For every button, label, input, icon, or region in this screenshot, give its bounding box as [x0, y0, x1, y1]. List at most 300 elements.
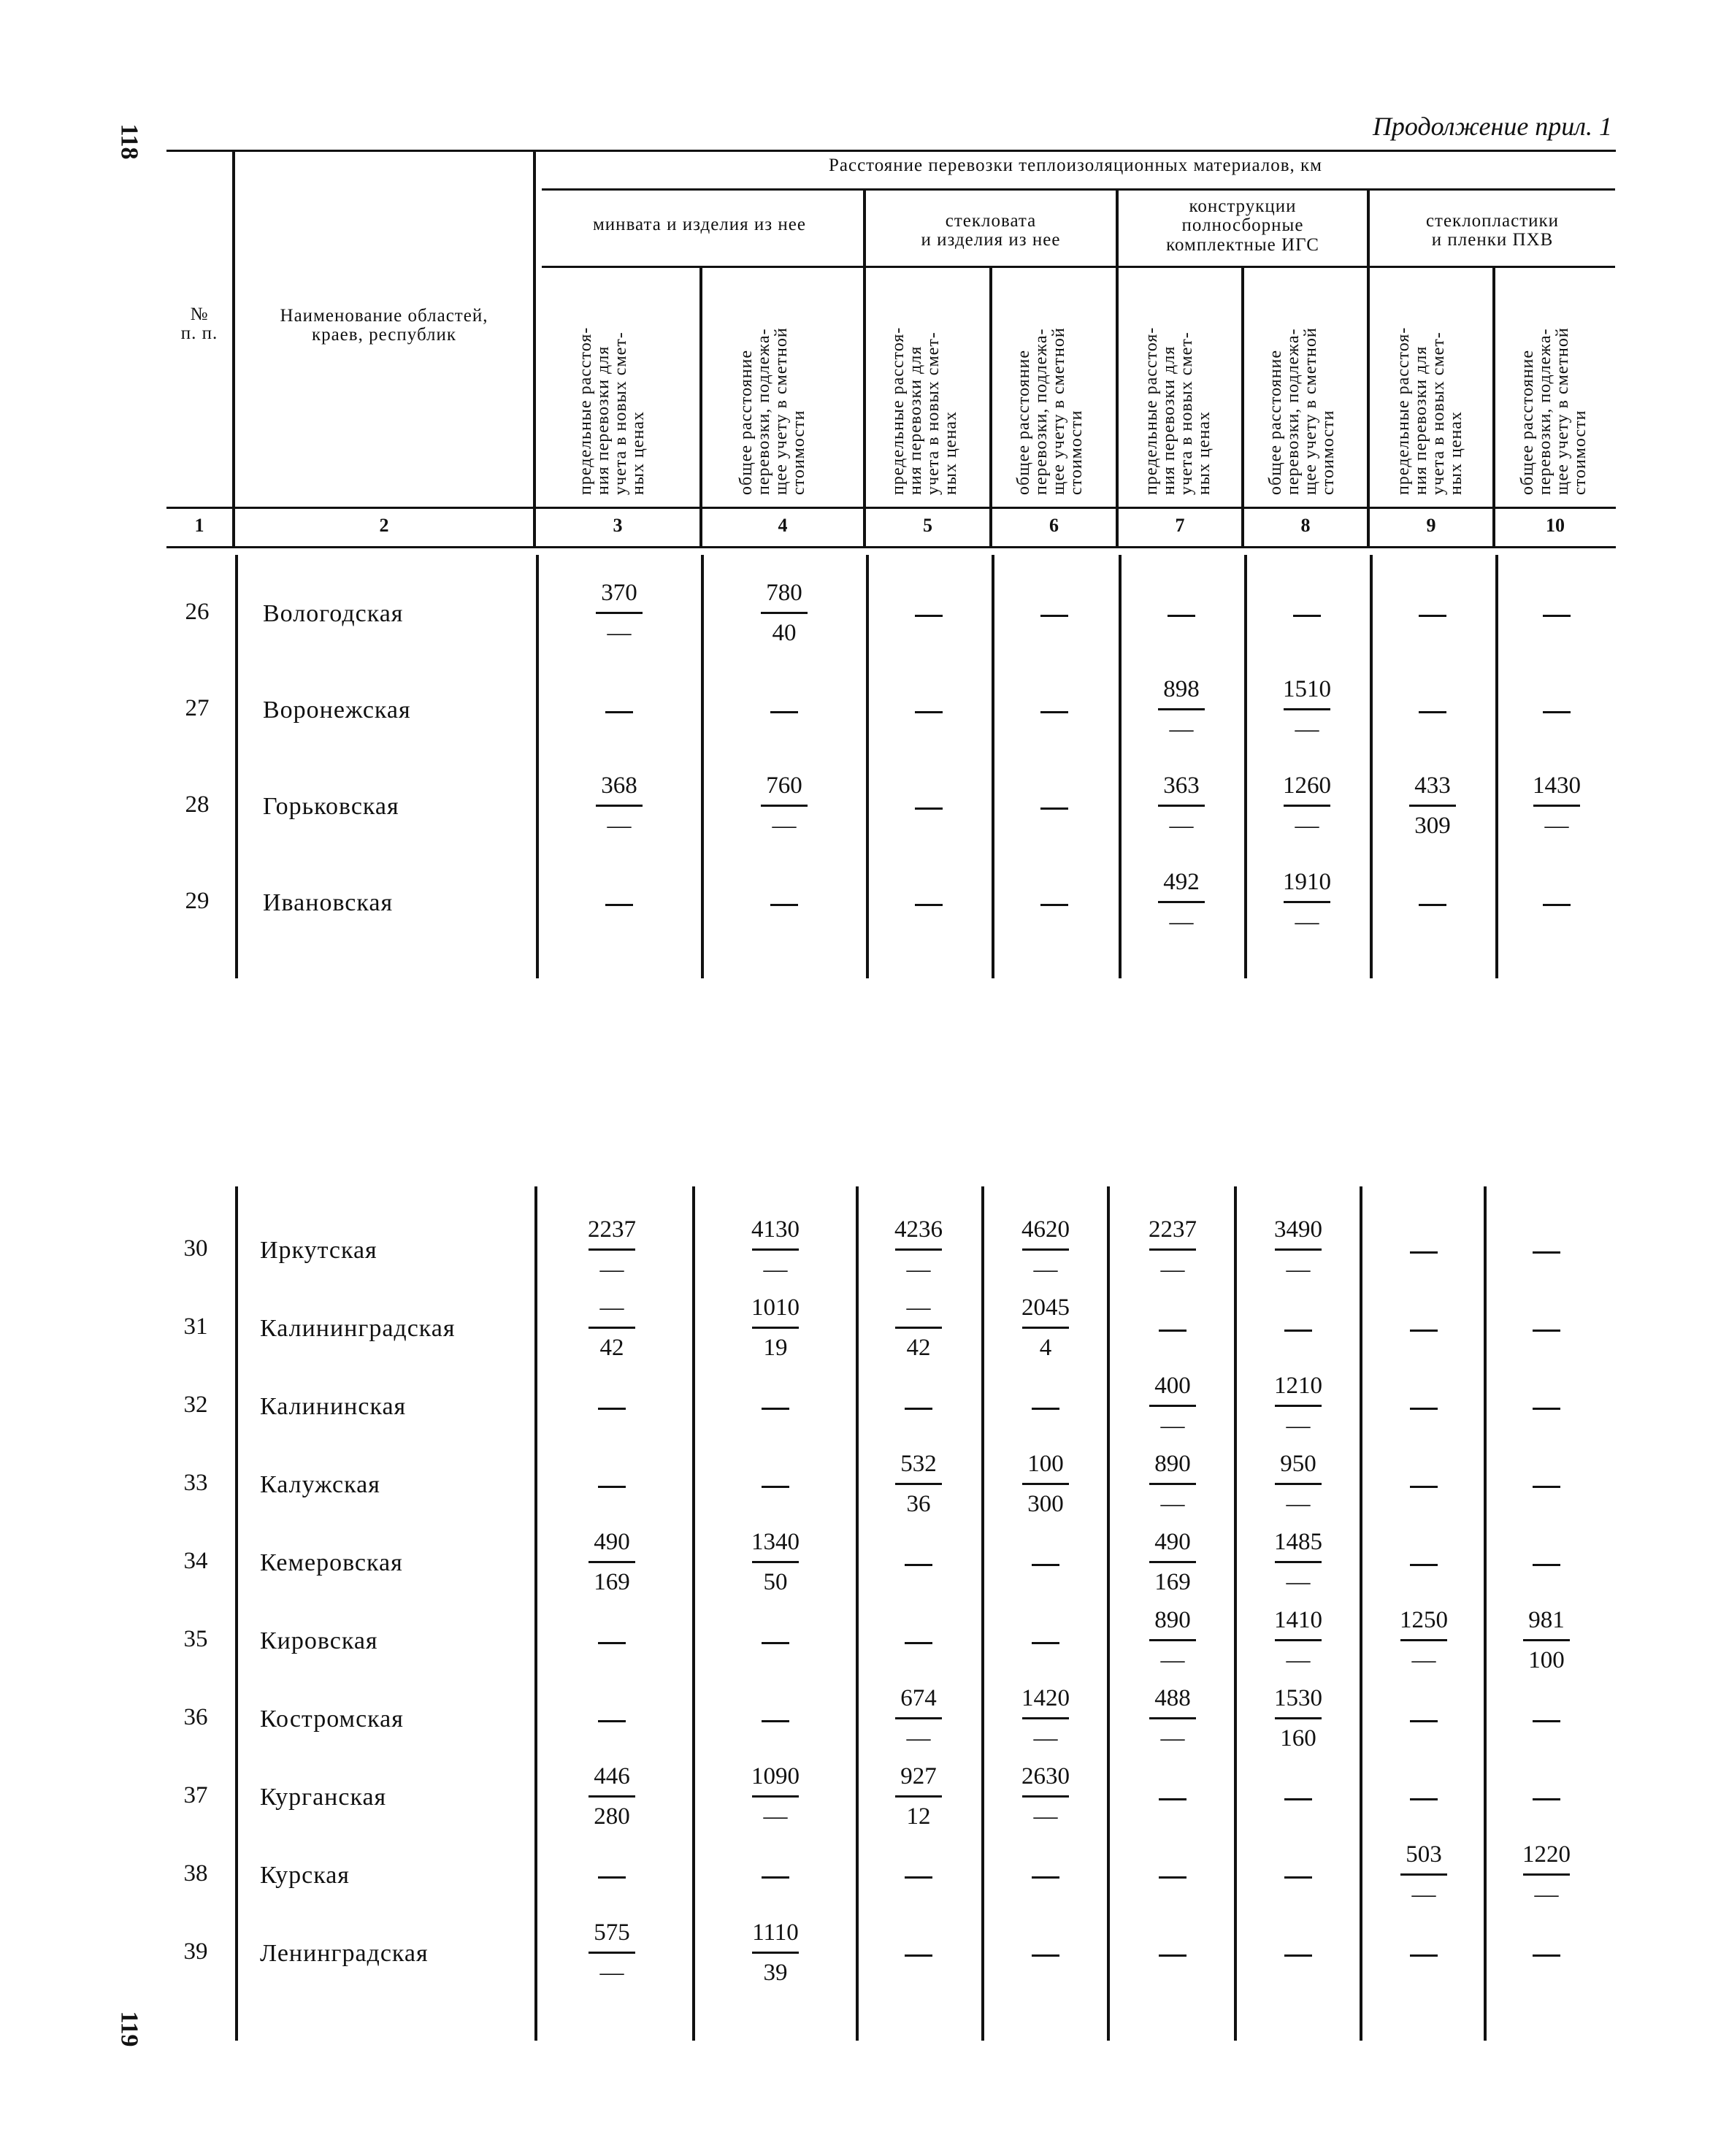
dash-mark [1040, 807, 1068, 810]
fraction-numerator: 488 [1154, 1685, 1191, 1711]
fraction-cell [1249, 771, 1365, 840]
fraction-denominator: — [1295, 909, 1319, 935]
dash-mark [598, 1408, 626, 1410]
fraction-denominator: — [763, 1257, 788, 1283]
name-header: Наименование областей, краев, республик [280, 306, 488, 345]
empty-dash [987, 1393, 1104, 1421]
group-header-4: стеклопластики и пленки ПХВ [1425, 211, 1560, 250]
fraction-bar [1022, 1327, 1069, 1329]
region-name: Горьковская [263, 793, 399, 820]
col-number-9: 9 [1426, 515, 1436, 536]
dash-mark [1040, 904, 1068, 906]
fraction-denominator: — [1544, 813, 1569, 839]
header-vline-c8 [1241, 266, 1244, 548]
fraction-denominator: — [906, 1257, 931, 1283]
dash-mark [1284, 1798, 1312, 1800]
empty-dash [987, 1627, 1104, 1655]
dash-mark [1032, 1954, 1059, 1957]
fraction-cell [1114, 1371, 1231, 1440]
dash-mark [1159, 1798, 1186, 1800]
fraction-numerator: 1430 [1533, 772, 1581, 799]
fraction-cell [717, 1527, 834, 1597]
dash-mark [905, 1564, 932, 1566]
fraction-cell [553, 1762, 670, 1831]
fraction-denominator: — [906, 1725, 931, 1752]
empty-dash [1488, 1393, 1605, 1421]
fraction-numerator: 2630 [1021, 1763, 1070, 1789]
row-number: 27 [185, 695, 210, 721]
fraction-denominator: — [599, 1257, 624, 1283]
dash-mark [1533, 1330, 1560, 1332]
fraction-bar [1158, 805, 1205, 807]
fraction-bar [589, 1248, 635, 1251]
fraction-bar [1275, 1483, 1322, 1485]
dash-mark [1284, 1876, 1312, 1879]
empty-dash [1123, 600, 1240, 628]
fraction-bar [895, 1248, 942, 1251]
fraction-cell [1114, 1215, 1231, 1284]
dash-mark [1533, 1954, 1560, 1957]
dash-mark [905, 1954, 932, 1957]
fraction-numerator: 1210 [1274, 1373, 1322, 1399]
fraction-bar [1284, 805, 1330, 807]
fraction-denominator: 4 [1039, 1335, 1052, 1361]
empty-dash [1240, 1784, 1357, 1811]
fraction-denominator: 160 [1280, 1725, 1316, 1752]
fraction-bar [1149, 1405, 1196, 1407]
empty-dash [987, 1862, 1104, 1890]
fraction-cell [1240, 1449, 1357, 1519]
empty-dash [1498, 600, 1615, 628]
fraction-cell [553, 1293, 670, 1362]
fraction-denominator: 100 [1528, 1647, 1565, 1673]
col-number-1: 1 [194, 515, 204, 536]
group-header-3: конструкции полносборные комплектные ИГС [1166, 196, 1319, 255]
fraction-numerator: 1090 [751, 1763, 800, 1789]
dash-mark [1040, 615, 1068, 617]
fraction-denominator: — [1033, 1257, 1058, 1283]
dash-mark [1293, 615, 1321, 617]
page-number-left: 118 [115, 123, 143, 160]
fraction-cell [1114, 1606, 1231, 1675]
fraction-numerator: 760 [766, 772, 802, 799]
subheader-col10: общее расстояние перевозки, подлежа- щее учету в сметной стоимости [1518, 327, 1590, 495]
fraction-bar [1022, 1248, 1069, 1251]
fraction-denominator: — [1286, 1257, 1311, 1283]
fraction-cell [717, 1293, 834, 1362]
empty-dash [717, 1706, 834, 1733]
fraction-denominator: — [607, 813, 632, 839]
dash-mark [1159, 1954, 1186, 1957]
fraction-numerator: 4236 [894, 1216, 943, 1243]
fraction-bar [1533, 805, 1580, 807]
fraction-cell [860, 1449, 977, 1519]
col-number-4: 4 [778, 515, 788, 536]
fraction-cell [860, 1762, 977, 1831]
empty-dash [1498, 697, 1615, 724]
subheader-col6: общее расстояние перевозки, подлежа- щее учету в сметной стоимости [1014, 327, 1086, 495]
fraction-numerator: 2045 [1021, 1294, 1070, 1321]
empty-dash [860, 1549, 977, 1577]
bottom-vline-name [235, 1186, 238, 2041]
fraction-cell [726, 771, 843, 840]
top-vline-main [536, 555, 539, 978]
fraction-denominator: — [1169, 909, 1194, 935]
row-number: 35 [183, 1626, 208, 1652]
fraction-numerator: 4130 [751, 1216, 800, 1243]
empty-dash [870, 697, 987, 724]
fraction-denominator: 309 [1414, 813, 1451, 839]
fraction-cell [987, 1293, 1104, 1362]
fraction-cell [1123, 867, 1240, 937]
header-top-rule [166, 150, 1616, 152]
dash-mark [1419, 711, 1446, 713]
fraction-cell [1365, 1840, 1482, 1909]
fraction-numerator: 1485 [1274, 1529, 1322, 1555]
bottom-vline-c8 [1234, 1186, 1237, 2041]
fraction-bar [589, 1327, 635, 1329]
fraction-cell [1498, 771, 1615, 840]
row-number: 31 [183, 1313, 208, 1340]
dash-mark [1032, 1642, 1059, 1644]
fraction-denominator: — [1160, 1491, 1185, 1517]
fraction-numerator: 927 [900, 1763, 937, 1789]
top-vline-c9 [1370, 555, 1373, 978]
fraction-denominator: 42 [906, 1335, 931, 1361]
fraction-bar [589, 1561, 635, 1563]
empty-dash [1240, 1940, 1357, 1968]
dash-mark [1032, 1408, 1059, 1410]
dash-mark [762, 1876, 789, 1879]
empty-dash [1374, 697, 1491, 724]
dash-mark [1410, 1720, 1438, 1722]
empty-dash [987, 1940, 1104, 1968]
fraction-denominator: — [1286, 1413, 1311, 1439]
dash-mark [605, 711, 633, 713]
fraction-bar [1149, 1639, 1196, 1641]
fraction-denominator: — [599, 1960, 624, 1986]
fraction-cell [717, 1215, 834, 1284]
fraction-numerator: 1250 [1400, 1607, 1448, 1633]
fraction-cell [561, 578, 678, 648]
fraction-denominator: 36 [906, 1491, 931, 1517]
col-number-2: 2 [379, 515, 389, 536]
fraction-bar [752, 1795, 799, 1798]
fraction-bar [1275, 1561, 1322, 1563]
fraction-denominator: 12 [906, 1803, 931, 1830]
fraction-numerator: 1510 [1283, 676, 1331, 702]
fraction-numerator: 2237 [1149, 1216, 1197, 1243]
dash-mark [598, 1720, 626, 1722]
empty-dash [717, 1471, 834, 1499]
region-name: Калужская [260, 1471, 380, 1498]
empty-dash [1498, 889, 1615, 917]
empty-dash [860, 1862, 977, 1890]
empty-dash [987, 1549, 1104, 1577]
fraction-cell [987, 1449, 1104, 1519]
dash-mark [1032, 1876, 1059, 1879]
fraction-bar [761, 805, 808, 807]
header-vline-name [232, 150, 235, 548]
header-bottom-rule [166, 546, 1616, 548]
empty-dash [1114, 1940, 1231, 1968]
empty-dash [1365, 1784, 1482, 1811]
dash-mark [915, 615, 943, 617]
fraction-numerator: 950 [1280, 1451, 1316, 1477]
dash-mark [605, 904, 633, 906]
top-vline-c5 [866, 555, 869, 978]
fraction-denominator: — [1169, 716, 1194, 743]
empty-dash [1365, 1237, 1482, 1265]
empty-dash [717, 1862, 834, 1890]
fraction-bar [752, 1248, 799, 1251]
empty-dash [561, 889, 678, 917]
fraction-cell [1488, 1840, 1605, 1909]
empty-dash [1488, 1549, 1605, 1577]
empty-dash [870, 793, 987, 821]
fraction-denominator: 169 [1154, 1569, 1191, 1595]
fraction-numerator: 363 [1163, 772, 1200, 799]
fraction-numerator: 3490 [1274, 1216, 1322, 1243]
dash-mark [1543, 615, 1571, 617]
fraction-cell [1123, 771, 1240, 840]
empty-dash [717, 1627, 834, 1655]
fraction-bar [1158, 901, 1205, 903]
empty-dash [726, 697, 843, 724]
dash-mark [915, 904, 943, 906]
fraction-denominator: — [1411, 1647, 1436, 1673]
fraction-bar [589, 1952, 635, 1954]
fraction-bar [596, 805, 643, 807]
fraction-numerator: 898 [1163, 676, 1200, 702]
fraction-numerator: 890 [1154, 1451, 1191, 1477]
row-number: 28 [185, 791, 210, 818]
empty-dash [1365, 1471, 1482, 1499]
empty-dash [1488, 1940, 1605, 1968]
top-vline-name [235, 555, 238, 978]
fraction-denominator: — [1286, 1647, 1311, 1673]
dash-mark [598, 1486, 626, 1488]
fraction-cell [1123, 675, 1240, 744]
fraction-bar [596, 612, 643, 614]
colnum-rule [166, 507, 1616, 509]
fraction-numerator: 400 [1154, 1373, 1191, 1399]
region-name: Ленинградская [260, 1940, 429, 1967]
fraction-numerator: — [906, 1294, 931, 1321]
fraction-denominator: — [1411, 1881, 1436, 1908]
bottom-vline-c7 [1107, 1186, 1110, 2041]
empty-dash [1240, 1862, 1357, 1890]
fraction-denominator: — [1160, 1647, 1185, 1673]
region-name: Курская [260, 1862, 350, 1889]
row-number: 33 [183, 1470, 208, 1496]
fraction-bar [1149, 1248, 1196, 1251]
fraction-numerator: 446 [594, 1763, 630, 1789]
empty-dash [1488, 1471, 1605, 1499]
empty-dash [996, 600, 1113, 628]
fraction-numerator: 1340 [751, 1529, 800, 1555]
fraction-denominator: — [1033, 1803, 1058, 1830]
dash-mark [1543, 904, 1571, 906]
fraction-denominator: — [1033, 1725, 1058, 1752]
row-number: 38 [183, 1860, 208, 1887]
fraction-cell [860, 1684, 977, 1753]
fraction-denominator: — [1169, 813, 1194, 839]
dash-mark [1032, 1564, 1059, 1566]
empty-dash [996, 697, 1113, 724]
fraction-numerator: 1910 [1283, 869, 1331, 895]
dash-mark [770, 711, 798, 713]
fraction-denominator: — [1160, 1257, 1185, 1283]
fraction-bar [1400, 1873, 1447, 1876]
dash-mark [1040, 711, 1068, 713]
top-vline-c8 [1244, 555, 1247, 978]
fraction-cell [1114, 1684, 1231, 1753]
subheader-col8: общее расстояние перевозки, подлежа- щее учету в сметной стоимости [1266, 327, 1338, 495]
empty-dash [561, 697, 678, 724]
header-vline-c10 [1492, 266, 1495, 548]
empty-dash [553, 1627, 670, 1655]
fraction-cell [553, 1215, 670, 1284]
row-number: 26 [185, 599, 210, 625]
empty-dash [860, 1940, 977, 1968]
dash-mark [1284, 1954, 1312, 1957]
fraction-bar [1409, 805, 1456, 807]
dash-mark [1168, 615, 1195, 617]
fraction-numerator: 674 [900, 1685, 937, 1711]
fraction-numerator: 100 [1027, 1451, 1064, 1477]
region-name: Костромская [260, 1706, 404, 1733]
fraction-bar [1275, 1717, 1322, 1719]
fraction-numerator: 1110 [752, 1919, 799, 1946]
empty-dash [553, 1706, 670, 1733]
empty-dash [1365, 1315, 1482, 1343]
fraction-cell [1365, 1606, 1482, 1675]
num-header: № п. п. [180, 304, 218, 344]
fraction-numerator: 490 [1154, 1529, 1191, 1555]
dash-mark [905, 1642, 932, 1644]
fraction-numerator: 4620 [1021, 1216, 1070, 1243]
fraction-bar [1158, 708, 1205, 710]
fraction-numerator: 1410 [1274, 1607, 1322, 1633]
fraction-cell [860, 1293, 977, 1362]
region-name: Воронежская [263, 697, 411, 724]
fraction-cell [987, 1762, 1104, 1831]
empty-dash [717, 1393, 834, 1421]
fraction-bar [752, 1952, 799, 1954]
fraction-numerator: 1220 [1522, 1841, 1571, 1868]
empty-dash [1114, 1784, 1231, 1811]
fraction-denominator: 169 [594, 1569, 630, 1595]
fraction-denominator: 42 [599, 1335, 624, 1361]
fraction-denominator: 50 [763, 1569, 788, 1595]
fraction-denominator: — [1295, 813, 1319, 839]
dash-mark [762, 1642, 789, 1644]
dash-mark [598, 1642, 626, 1644]
fraction-denominator: — [1534, 1881, 1559, 1908]
empty-dash [1374, 889, 1491, 917]
fraction-cell [987, 1215, 1104, 1284]
empty-dash [1240, 1315, 1357, 1343]
fraction-bar [1275, 1405, 1322, 1407]
bottom-vline-c6 [981, 1186, 984, 2041]
dash-mark [1533, 1251, 1560, 1254]
region-name: Калининградская [260, 1315, 456, 1342]
bottom-vline-c9 [1360, 1186, 1362, 2041]
col-number-5: 5 [923, 515, 932, 536]
row-number: 34 [183, 1548, 208, 1574]
empty-dash [870, 600, 987, 628]
empty-dash [1365, 1706, 1482, 1733]
empty-dash [553, 1393, 670, 1421]
fraction-bar [895, 1483, 942, 1485]
dash-mark [598, 1876, 626, 1879]
dash-mark [1543, 711, 1571, 713]
fraction-bar [895, 1327, 942, 1329]
fraction-cell [1240, 1606, 1357, 1675]
group-header-1: минвата и изделия из нее [592, 215, 806, 234]
fraction-cell [717, 1918, 834, 1987]
fraction-bar [589, 1795, 635, 1798]
empty-dash [553, 1862, 670, 1890]
fraction-bar [1523, 1639, 1570, 1641]
top-vline-c4 [701, 555, 704, 978]
dash-mark [1533, 1564, 1560, 1566]
dash-mark [762, 1720, 789, 1722]
bottom-vline-c10 [1484, 1186, 1487, 2041]
dash-mark [915, 711, 943, 713]
empty-dash [996, 793, 1113, 821]
region-name: Курганская [260, 1784, 387, 1811]
fraction-numerator: 433 [1414, 772, 1451, 799]
fraction-cell [717, 1762, 834, 1831]
empty-dash [1114, 1315, 1231, 1343]
dash-mark [770, 904, 798, 906]
row-number: 32 [183, 1392, 208, 1418]
fraction-denominator: — [1160, 1725, 1185, 1752]
bottom-vline-c4 [692, 1186, 695, 2041]
fraction-numerator: 981 [1528, 1607, 1565, 1633]
top-vline-c7 [1119, 555, 1122, 978]
fraction-denominator: — [1160, 1413, 1185, 1439]
col-number-10: 10 [1546, 515, 1565, 536]
empty-dash [1365, 1549, 1482, 1577]
fraction-bar [1284, 901, 1330, 903]
col-number-3: 3 [613, 515, 623, 536]
fraction-denominator: 280 [594, 1803, 630, 1830]
fraction-cell [1374, 771, 1491, 840]
subheader-col4: общее расстояние перевозки, подлежа- щее учету в сметной стоимости [737, 327, 808, 495]
main-title: Расстояние перевозки теплоизоляционных материалов, км [828, 156, 1323, 175]
fraction-cell [1114, 1527, 1231, 1597]
fraction-bar [1275, 1248, 1322, 1251]
dash-mark [1533, 1486, 1560, 1488]
empty-dash [860, 1627, 977, 1655]
fraction-bar [1523, 1873, 1570, 1876]
row-number: 29 [185, 888, 210, 914]
fraction-bar [752, 1561, 799, 1563]
fraction-denominator: — [772, 813, 797, 839]
fraction-denominator: — [763, 1803, 788, 1830]
fraction-cell [1240, 1371, 1357, 1440]
bottom-vline-main [534, 1186, 537, 2041]
fraction-bar [752, 1327, 799, 1329]
fraction-cell [1114, 1449, 1231, 1519]
sub-rule [542, 266, 1615, 268]
dash-mark [1410, 1330, 1438, 1332]
fraction-cell [860, 1215, 977, 1284]
fraction-numerator: 1420 [1021, 1685, 1070, 1711]
